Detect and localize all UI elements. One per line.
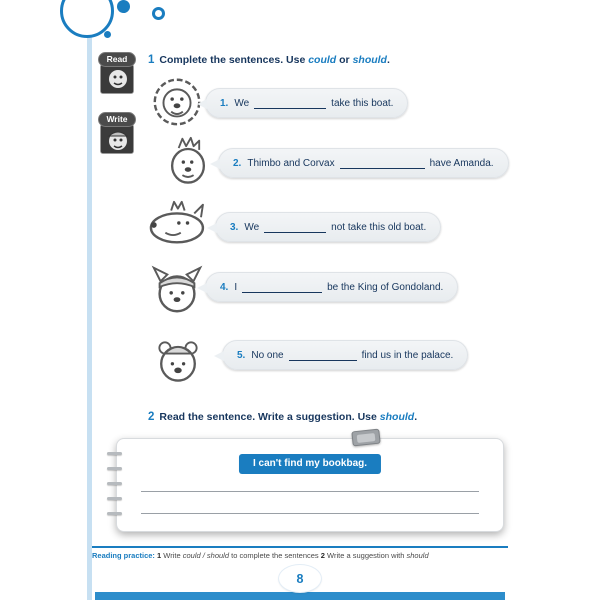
read-badge-image [100,64,134,94]
decorative-circle-dot [104,31,111,38]
sentence-text-before: We [244,221,260,233]
exercise1-number: 1 [148,54,155,66]
footer-item1-number: 1 [157,551,162,560]
sentence-bubble-5 [222,340,468,370]
exercise1-instruction-end: . [386,54,390,66]
read-badge-label: Read [98,52,136,67]
notebook-panel [116,438,504,532]
writing-line-1 [141,491,479,492]
read-character-icon [101,65,134,94]
write-badge-image [100,124,134,154]
read-badge [98,52,136,94]
write-badge-label: Write [98,112,136,127]
decorative-circle-outline [152,7,165,20]
bear-cap-character-icon [150,333,206,394]
page-number: 8 [279,565,321,592]
bottom-band [95,592,505,600]
paper-clip-icon [351,429,380,447]
thimbo-character-icon [160,135,216,196]
modal-word-should-2: should [379,411,415,423]
modal-word-should: should [352,54,387,66]
sentence-text-after: find us in the palace. [361,349,454,361]
reading-practice-label: Reading practice: [92,551,155,560]
spiral-hole [107,482,122,485]
spiral-hole [107,467,122,470]
sentence-bubble-2 [218,148,509,178]
paper-clip-highlight [357,433,376,443]
sentence-text-after: be the King of Gondoland. [327,281,444,293]
footer-item1-text: Write [161,551,183,560]
spiral-binding [107,452,122,527]
left-margin-rule [87,0,92,600]
sentence-text-before: We [234,97,250,109]
sentence-number: 1. [220,97,229,109]
footer-item2-number: 2 [320,551,325,560]
sentence-bubble-1 [205,88,408,118]
footer-rule [92,546,508,548]
spiral-hole [107,452,122,455]
sentence-text-before: I [234,281,238,293]
spiral-hole [107,512,122,515]
exercise2-number: 2 [148,411,155,423]
exercise1-header [148,54,390,66]
sentence-number: 4. [220,281,229,293]
exercise1-instruction: Complete the sentences. Use [159,54,309,66]
sentence-text-after: not take this old boat. [331,221,427,233]
footer-item1-italic: could / should [182,551,230,560]
exercise2-header [148,411,417,423]
sentence-number: 5. [237,349,246,361]
decorative-circle-filled [117,0,130,13]
answer-blank [254,98,326,109]
footer-item2-italic: should [406,551,429,560]
sentence-bubble-4 [205,272,458,302]
answer-blank [289,350,357,361]
footer-item1-text-end: to complete the sentences [229,551,321,560]
exercise1-instruction-mid: or [336,54,353,66]
sentence-text-after: take this boat. [331,97,394,109]
reading-practice-note [92,551,508,560]
write-character-icon [101,125,134,154]
prompt-box: I can't find my bookbag. [239,454,381,474]
modal-word-could: could [308,54,337,66]
exercise2-instruction: Read the sentence. Write a suggestion. Use [159,411,380,423]
answer-blank [242,282,322,293]
write-badge [98,112,136,154]
sentence-text-before: No one [251,349,284,361]
spiral-hole [107,497,122,500]
sentence-number: 2. [233,157,242,169]
sentence-text-after: have Amanda. [429,157,494,169]
exercise2-instruction-end: . [414,411,418,423]
answer-blank [264,222,326,233]
crowned-dog-character-icon [138,198,212,255]
sentence-bubble-3 [215,212,441,242]
sentence-text-before: Thimbo and Corvax [247,157,335,169]
sentence-number: 3. [230,221,239,233]
writing-line-2 [141,513,479,514]
footer-item2-text: Write a suggestion with [324,551,407,560]
answer-blank [340,158,425,169]
